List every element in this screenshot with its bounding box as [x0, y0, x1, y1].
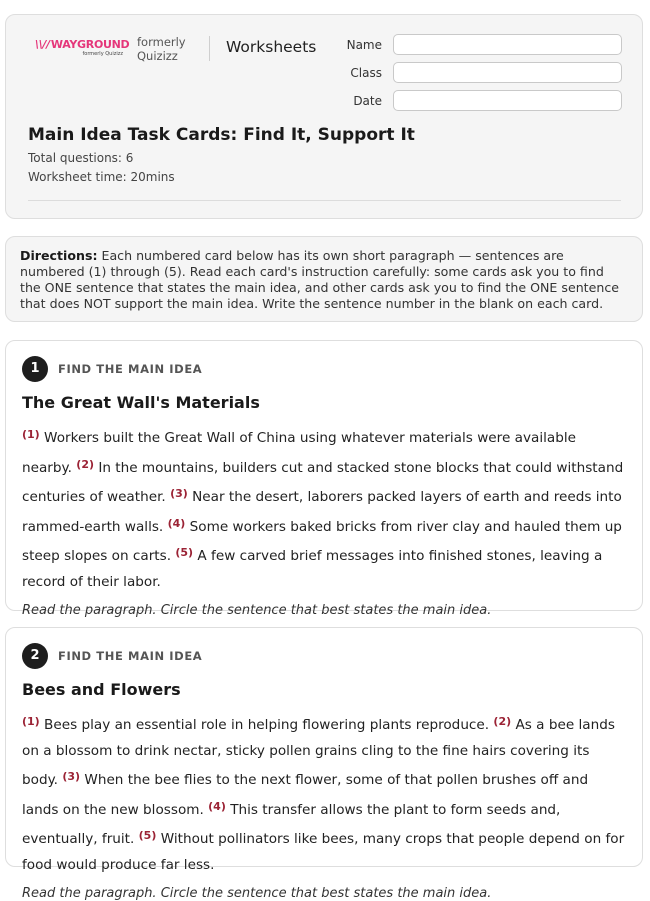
header-rule — [28, 200, 621, 201]
name-field[interactable] — [393, 34, 622, 55]
logo-tagline: formerly Quizizz — [82, 51, 123, 57]
class-label: Class — [350, 66, 382, 80]
sentence-text[interactable]: A few carved brief messages into finished stones, leaving a record of their labor. — [22, 548, 603, 590]
name-label: Name — [346, 38, 382, 52]
sentence-text[interactable]: This transfer allows the plant to form seeds and, eventually, fruit. — [22, 801, 561, 847]
card-instruction: Read the paragraph. Circle the sentence that best states the main idea. — [22, 886, 492, 901]
worksheet-time: Worksheet time: 20mins — [28, 170, 175, 184]
task-card-1 — [5, 340, 643, 618]
card-instruction: Read the paragraph. Circle the sentence that best states the main idea. — [22, 603, 492, 618]
directions-text — [20, 248, 628, 312]
sentence-text[interactable]: Without pollinators like bees, many crops that people depend on for food would produce far less. — [22, 831, 625, 873]
worksheet-header — [5, 14, 643, 219]
card-header — [22, 643, 626, 683]
wayground-logo — [35, 38, 130, 58]
sentence-number: (5) — [175, 546, 194, 559]
task-card-2 — [5, 627, 643, 901]
sentence-number: (4) — [167, 516, 186, 530]
sentence-number: (4) — [208, 799, 226, 813]
worksheets-label: Worksheets — [226, 38, 317, 56]
logo-brand-text: WAYGROUND — [50, 38, 130, 51]
class-field[interactable] — [393, 62, 622, 83]
sentence-number: (5) — [138, 829, 157, 842]
sentence-number: (3) — [170, 487, 188, 500]
sentence-text[interactable]: Some workers baked bricks from river clay and hauled them up steep slopes on carts. — [22, 518, 622, 564]
card-number-badge: 1 — [22, 356, 48, 382]
sentence-text[interactable]: As a bee lands on a blossom to drink nectar, sticky pollen grains cling to the fine hairs covering its body. — [22, 717, 615, 788]
directions-body: Each numbered card below has its own short paragraph — sentences are numbered (1) through (5). Read each card's instruction carefully: some cards ask you to find the ONE sentence that states the main idea, and other cards ask you to find the ONE sentence that does NOT support the main idea. Write the sentence number in the blank on each card. — [20, 248, 620, 311]
sentence-number: (1) — [22, 715, 40, 728]
sentence-number: (1) — [22, 428, 40, 441]
sentence-text[interactable]: In the mountains, builders cut and stacked stone blocks that could withstand centuries of weather. — [22, 459, 624, 505]
formerly-quizizz-label: formerly Quizizz — [137, 35, 186, 63]
sentence-text[interactable]: Bees play an essential role in helping flowering plants reproduce. — [44, 717, 490, 733]
card-title: Bees and Flowers — [22, 680, 181, 699]
date-label: Date — [353, 94, 382, 108]
card-type-label: FIND THE MAIN IDEA — [58, 649, 203, 663]
date-field[interactable] — [393, 90, 622, 111]
card-paragraph — [22, 709, 626, 878]
card-type-label: FIND THE MAIN IDEA — [58, 362, 203, 376]
card-title: The Great Wall's Materials — [22, 393, 260, 412]
sentence-text[interactable]: When the bee flies to the next flower, some of that pollen brushes off and lands on the new blossom. — [22, 772, 589, 818]
logo-mark-icon: \\// — [35, 38, 50, 51]
card-number-badge: 2 — [22, 643, 48, 669]
header-divider — [209, 36, 210, 61]
directions-box — [5, 236, 643, 322]
worksheet-title: Main Idea Task Cards: Find It, Support It — [28, 125, 415, 145]
total-questions: Total questions: 6 — [28, 151, 134, 165]
directions-label: Directions: — [20, 248, 98, 263]
sentence-number: (2) — [493, 715, 512, 728]
card-paragraph — [22, 422, 626, 595]
sentence-text[interactable]: Near the desert, laborers packed layers of earth and reeds into rammed-earth walls. — [22, 489, 622, 535]
card-header — [22, 356, 626, 396]
sentence-number: (2) — [76, 457, 95, 471]
sentence-number: (3) — [62, 770, 81, 783]
sentence-text[interactable]: Workers built the Great Wall of China using whatever materials were available nearby. — [22, 430, 577, 476]
